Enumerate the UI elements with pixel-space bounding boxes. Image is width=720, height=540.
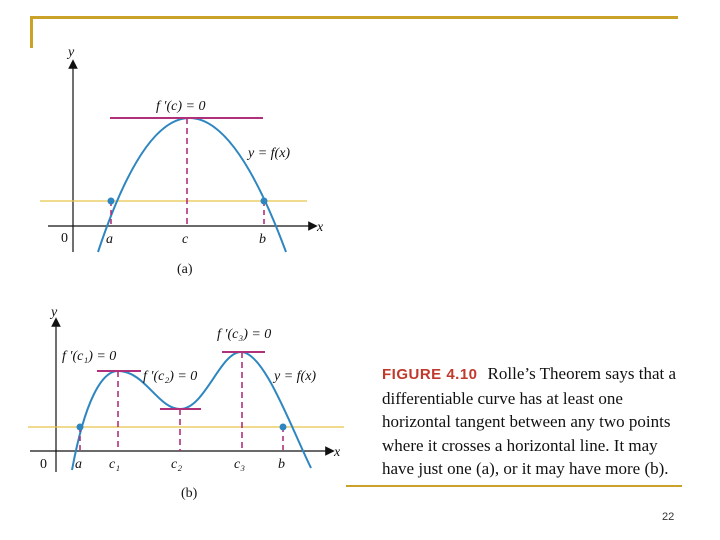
b-tangent-c3-label: f ′(c₃) = 0 <box>217 327 272 342</box>
b-point-label-c3: c₃ <box>234 457 246 472</box>
a-point-label-b: b <box>259 232 266 247</box>
b-x-label: x <box>334 445 341 460</box>
b-point-label-c2: c₂ <box>171 457 183 472</box>
a-curve <box>98 118 286 252</box>
a-tangent-label: f ′(c) = 0 <box>156 99 206 114</box>
a-y-label: y <box>68 45 75 60</box>
a-x-label: x <box>317 220 324 235</box>
caption-text: Rolle’s Theorem says that a differentiable curve has at least one horizontal tangent between any two points where it crosses a horizontal line. It may have just one (a), or it may have more (b). <box>382 364 677 478</box>
figure-a <box>40 45 324 277</box>
a-point-a <box>108 198 115 205</box>
b-tangent-c1-label: f ′(c₁) = 0 <box>62 349 117 364</box>
a-point-b <box>261 198 268 205</box>
a-curve-label: y = f(x) <box>248 146 291 161</box>
b-point-b <box>280 424 287 431</box>
page-number: 22 <box>662 511 675 523</box>
b-y-label: y <box>51 305 58 320</box>
a-point-label-c: c <box>182 232 189 247</box>
b-curve-label: y = f(x) <box>274 369 317 384</box>
b-panel-label: (b) <box>181 486 198 501</box>
b-origin-label: 0 <box>40 457 47 472</box>
figure-b <box>28 305 344 501</box>
b-point-label-b: b <box>278 457 285 472</box>
b-point-label-a: a <box>75 457 82 472</box>
figure-caption <box>382 362 692 481</box>
b-point-label-c1: c₁ <box>109 457 121 472</box>
a-point-label-a: a <box>106 232 113 247</box>
b-tangent-c2-label: f ′(c₂) = 0 <box>143 369 198 384</box>
b-point-a <box>77 424 84 431</box>
a-origin-label: 0 <box>61 231 68 246</box>
figure-number: FIGURE 4.10 <box>382 366 478 383</box>
a-panel-label: (a) <box>177 262 193 277</box>
